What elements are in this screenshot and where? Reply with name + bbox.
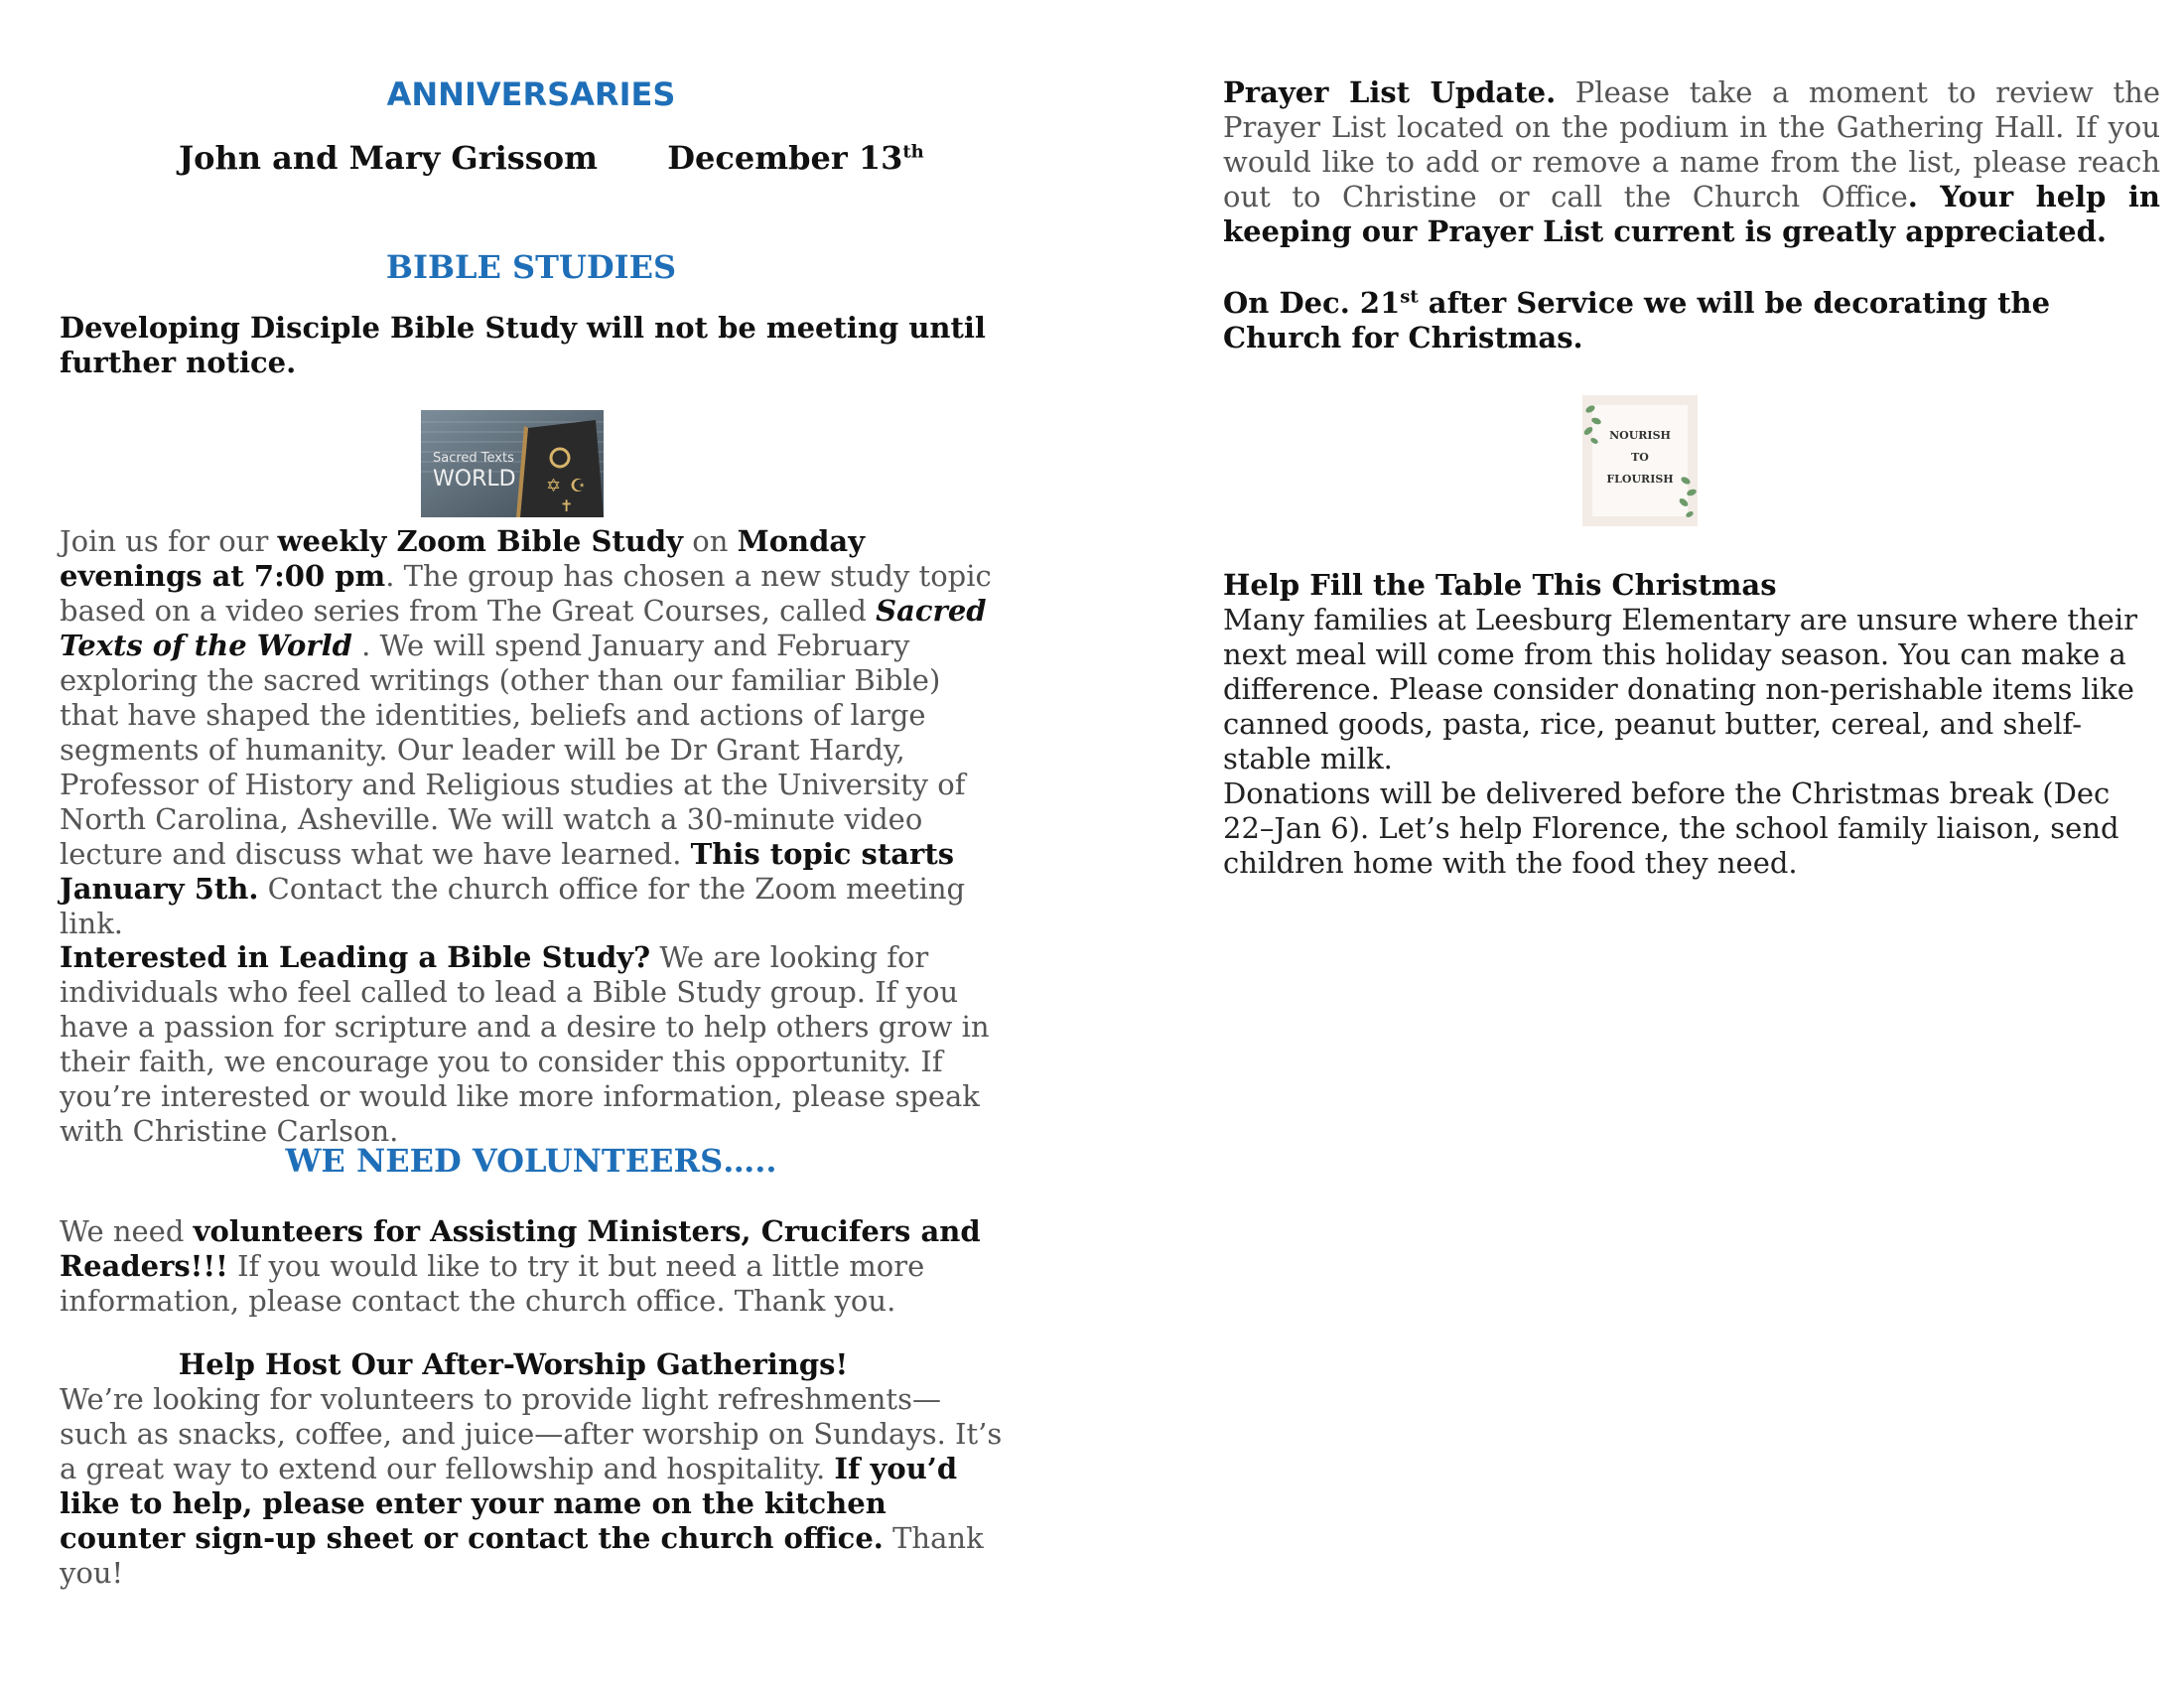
fill-table-paragraph: Many families at Leesburg Elementary are unsure where their next meal will come from this holiday season. You can make a difference. Please consider donating non-perishable items like canned goods, pasta, rice, peanut butter, cereal, and shelf-stable milk. Donations will be delivered before the Christmas break (Dec 22–Jan 6). Let’s help Florence, the school family liaison, send children home with the food they need.	[1223, 603, 2137, 880]
anniversary-date: December 13	[667, 139, 903, 177]
prayer-list-paragraph: Prayer List Update. Please take a moment to review the Prayer List located on the podium in the Gathering Hall. If you would like to add or remove a name from the list, please reach out to Christine or call the Church Office. Your help in keeping our Prayer List current is greatly appreciated.	[1223, 75, 2160, 248]
zoom-study-paragraph: Join us for our weekly Zoom Bible Study on Monday evenings at 7:00 pm. The group has chosen a new study topic based on a video series from The Great Courses, called Sacred Texts of the World . We will spend January and February exploring the sacred writings (other than our familiar Bible) that have shaped the identities, beliefs and actions of large segments of humanity. Our leader will be Dr Grant Hardy, Professor of History and Religious studies at the University of North Carolina, Asheville. We will watch a 30-minute video lecture and discuss what we have learned. This topic starts January 5th. Contact the church office for the Zoom meeting link.	[60, 524, 992, 940]
bible-studies-heading: BIBLE STUDIES	[385, 248, 677, 286]
svg-text:✝: ✝	[560, 496, 574, 515]
book-illustration	[421, 410, 604, 517]
nourish-graphic	[1582, 395, 1698, 526]
host-heading: Help Host Our After-Worship Gatherings!	[178, 1347, 849, 1381]
sacred-texts-image	[421, 410, 604, 517]
decorating-notice: On Dec. 21st after Service we will be decorating the Church for Christmas.	[1223, 286, 2051, 354]
fill-table-heading: Help Fill the Table This Christmas	[1223, 568, 1777, 602]
svg-text:☪: ☪	[570, 476, 587, 496]
svg-text:✡: ✡	[546, 476, 562, 496]
book-title-line2: WORLD	[433, 467, 516, 492]
anniversary-date-suffix: th	[902, 141, 924, 163]
volunteers-heading: WE NEED VOLUNTEERS…..	[285, 1142, 777, 1180]
nourish-line3: FLOURISH	[1606, 473, 1674, 486]
disciple-notice: Developing Disciple Bible Study will not be meeting until further notice.	[60, 311, 986, 379]
book-title-line1: Sacred Texts	[433, 451, 514, 466]
anniversary-entry	[179, 139, 924, 177]
volunteers-paragraph: We need volunteers for Assisting Ministers, Crucifers and Readers!!! If you would like to try it but need a little more information, please contact the church office. Thank you.	[60, 1214, 981, 1318]
nourish-line2: TO	[1631, 451, 1649, 464]
anniversary-names: John and Mary Grissom	[179, 139, 598, 177]
anniversaries-heading: ANNIVERSARIES	[386, 75, 676, 113]
host-paragraph: We’re looking for volunteers to provide light refreshments—such as snacks, coffee, and juice—after worship on Sundays. It’s a great way to extend our fellowship and hospitality. If you’d like to help, please enter your name on the kitchen counter sign-up sheet or contact the church office. Thank you!	[60, 1382, 1003, 1590]
lead-study-paragraph: Interested in Leading a Bible Study? We are looking for individuals who feel called to lead a Bible Study group. If you have a passion for scripture and a desire to help others grow in their faith, we encourage you to consider this opportunity. If you’re interested or would like more information, please speak with Christine Carlson.	[60, 940, 990, 1148]
nourish-to-flourish-image	[1582, 395, 1698, 526]
nourish-line1: NOURISH	[1609, 429, 1671, 442]
